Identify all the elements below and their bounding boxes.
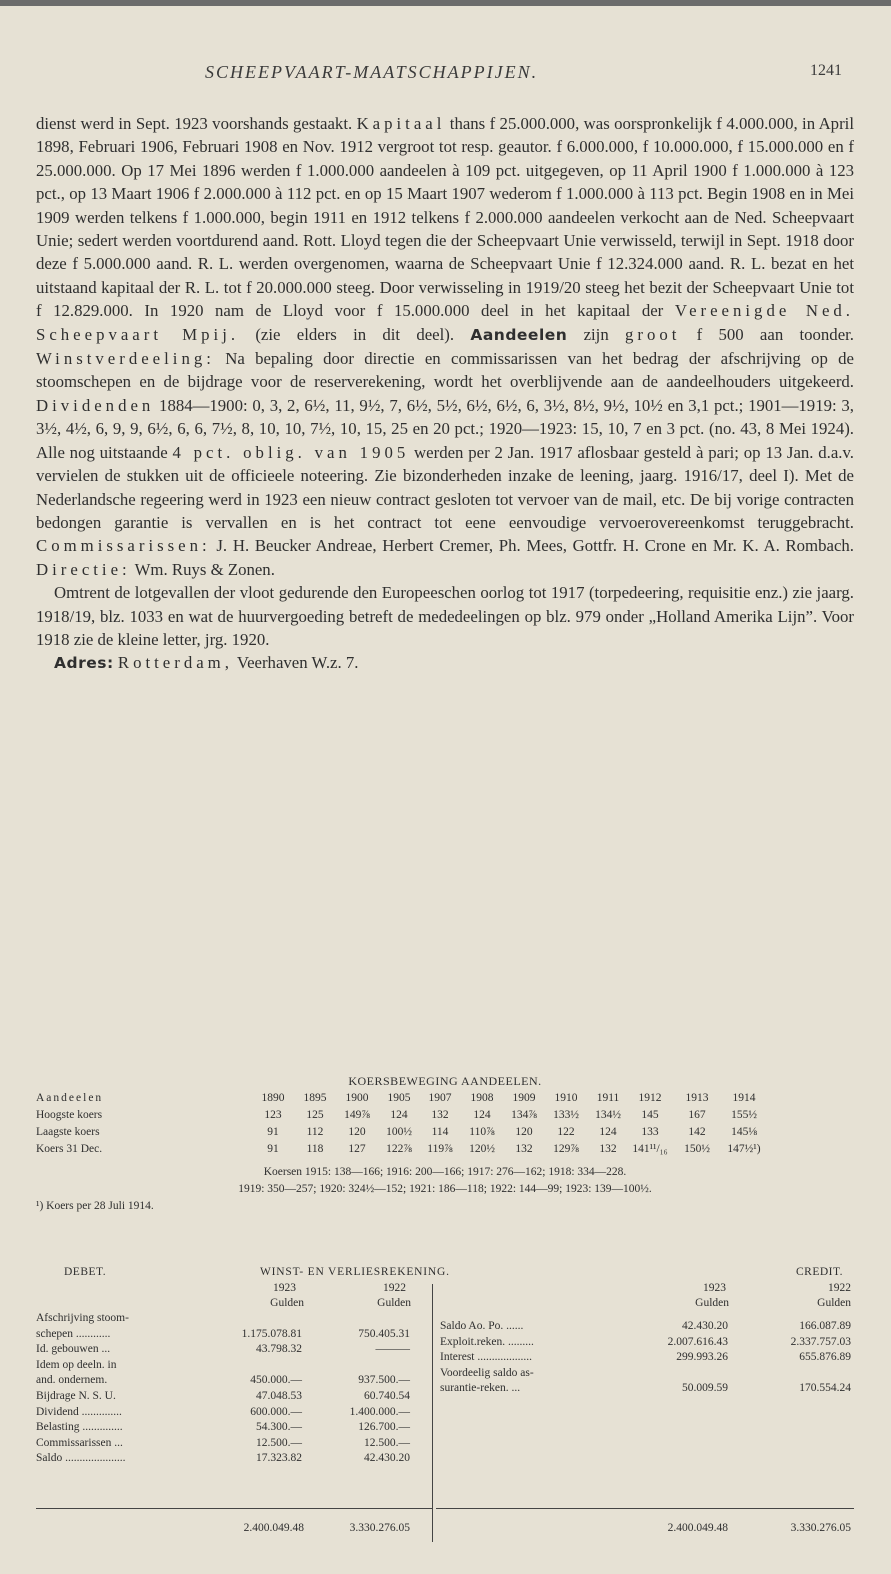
- koers-cell: 1913: [685, 1092, 709, 1104]
- credit-value-1922: 2.337.757.03: [790, 1335, 851, 1348]
- koers-cell: 124: [390, 1109, 408, 1121]
- debet-value-1923: 1.175.078.81: [241, 1327, 302, 1340]
- koers-row-label: Aandeelen: [36, 1092, 104, 1104]
- adres-city: Rotterdam,: [117, 653, 233, 673]
- koers-cell: 155½: [731, 1109, 757, 1121]
- koers-cell: 1908: [470, 1092, 494, 1104]
- koersen-line-2: 1919: 350—257; 1920: 324½—152; 1921: 186—118; 1922: 144—99; 1923: 139—100½.: [238, 1183, 652, 1195]
- koers-cell: 134⅞: [511, 1109, 537, 1121]
- koers-cell: 133: [641, 1126, 659, 1138]
- text-run: thans f 25.000.000, was oorspronkelijk f 4.000.000, in April 1898, Februari 1906, Februari 1908 en Nov. 1912 vergroot tot resp. geautor. f 6.000.000, f 10.000.000, f 15.000.000 en f 25.000.000. Op 17 Mei 1896 werden f 1.000.000 aandeelen à 109 pct. uitgegeven, op 11 April 1900 f 1.000.000 à 123 pct., op 13 Maart 1906 f 2.000.000 à 112 pct. en op 15 Maart 1907 wederom f 1.000.000 à 113 pct. Begin 1908 en in Mei 1909 werden telkens f 1.000.000, begin 1911 en 1912 telkens f 2.000.000 aandeelen verkocht aan de Ned. Scheepvaart Unie; sedert werden voortdurend aand. Rott. Lloyd tegen die der Scheepvaart Unie verwisseld, terwijl in Sept. 1918 door deze f 5.000.000 aand. R. L. werden overgenomen, waarna de Scheepvaart Unie f 12.324.000 aand. R. L. bezat en het uitstaand kapitaal der R. L. tot f 20.000.000 steeg. Door verwisseling in 1919/20 steeg het bezit der Scheepvaart Unie tot f 12.829.000. In 1920 nam de Lloyd voor f 15.000.000 deel in het kapitaal der: [36, 114, 854, 321]
- debet-value-1922: 12.500.—: [364, 1436, 410, 1449]
- commissarissen-label: Commissarissen:: [36, 536, 211, 556]
- credit-label: Interest ...................: [440, 1351, 532, 1364]
- debet-value-1922: 750.405.31: [358, 1327, 410, 1340]
- koers-cell: 1907: [428, 1092, 452, 1104]
- koers-cell: 132: [515, 1143, 533, 1155]
- paragraph-main: [36, 112, 854, 581]
- koers-row: [36, 1143, 854, 1159]
- debet-value-1922: 126.700.—: [358, 1421, 410, 1434]
- credit-unit-1922: Gulden: [817, 1297, 851, 1309]
- koers-cell: 1905: [387, 1092, 411, 1104]
- koers-title: KOERSBEWEGING AANDEELEN.: [348, 1074, 542, 1088]
- debet-heading: DEBET.: [64, 1266, 107, 1278]
- debet-value-1923: 12.500.—: [256, 1436, 302, 1449]
- koers-cell: 1909: [512, 1092, 536, 1104]
- ledger-center-rule-lower: [432, 1524, 433, 1540]
- credit-value-1922: 170.554.24: [799, 1382, 851, 1395]
- koers-cell: 1890: [261, 1092, 285, 1104]
- credit-value-1923: 50.009.59: [682, 1382, 728, 1395]
- credit-total-1922: 3.330.276.05: [790, 1522, 851, 1534]
- debet-label: schepen ............: [36, 1327, 111, 1340]
- koers-cell: 150½: [684, 1143, 710, 1155]
- koers-cell: 142: [688, 1126, 706, 1138]
- vereenigde-label: Vereenigde Ned. Scheepvaart Mpij.: [36, 301, 854, 344]
- debet-label: Saldo .....................: [36, 1452, 126, 1465]
- credit-value-1922: 655.876.89: [799, 1351, 851, 1364]
- debet-value-1922: 42.430.20: [364, 1452, 410, 1465]
- credit-heading: CREDIT.: [796, 1266, 844, 1278]
- text-run: dienst werd in Sept. 1923 voorshands gestaakt.: [36, 114, 357, 133]
- debet-label: and. ondernem.: [36, 1374, 108, 1387]
- koers-cell: 132: [599, 1143, 617, 1155]
- koersen-line-1: Koersen 1915: 138—166; 1916: 200—166; 1917: 276—162; 1918: 334—228.: [263, 1166, 627, 1178]
- koers-row: [36, 1126, 854, 1142]
- koers-cell: 120½: [469, 1143, 495, 1155]
- debet-value-1923: 54.300.—: [256, 1421, 302, 1434]
- debet-total-1922: 3.330.276.05: [349, 1522, 410, 1534]
- koers-row-label: Hoogste koers: [36, 1109, 103, 1121]
- text-run: werden per 2 Jan. 1917 aflosbaar gesteld à pari; op 13 Jan. d.a.v. vervielen de stukken uit de officieele noteering. Zie bizonderheden inzake de leening, jaarg. 1916/17, deel I). Met de Nederlandsche regeering werd in 1923 een nieuw contract gesloten tot vervoer van de mail, etc. De bij vorige contracten bedongen garantie is vervallen en is het contract tot eene eenvoudige vervoerovereenkomst teruggebracht.: [36, 442, 855, 532]
- text-run: (zie elders in dit deel).: [239, 324, 471, 344]
- text-run: J. H. Beucker Andreae, Herbert Cremer, Ph. Mees, Gottfr. H. Crone en Mr. K. A. Rombach.: [210, 536, 854, 556]
- koers-cell: 122: [557, 1126, 575, 1138]
- ledger-title: WINST- EN VERLIESREKENING.: [260, 1266, 450, 1278]
- koers-cell: 147½¹): [727, 1143, 761, 1155]
- koers-cell: 132: [431, 1109, 449, 1121]
- koers-cell: 91: [267, 1143, 279, 1155]
- koers-cell: 125: [306, 1109, 324, 1121]
- koers-cell: 1911: [596, 1092, 620, 1104]
- koers-row: [36, 1092, 854, 1108]
- koers-cell: 1900: [345, 1092, 369, 1104]
- article-body: [36, 112, 854, 676]
- koers-cell: 110⅞: [469, 1126, 495, 1138]
- koers-cell: 1914: [732, 1092, 756, 1104]
- credit-value-1923: 299.993.26: [676, 1351, 728, 1364]
- koers-row: [36, 1109, 854, 1125]
- credit-value-1923: 42.430.20: [682, 1320, 728, 1332]
- credit-total-rule: [436, 1508, 854, 1509]
- koers-cell: 129⅞: [553, 1143, 579, 1155]
- koers-cell: 145: [641, 1109, 659, 1121]
- debet-total-1923: 2.400.049.48: [243, 1522, 304, 1534]
- koers-cell: 112: [306, 1126, 324, 1138]
- credit-value-1922: 166.087.89: [799, 1320, 851, 1332]
- debet-label: Dividend ..............: [36, 1405, 122, 1418]
- debet-year-1923: 1923: [273, 1282, 296, 1294]
- credit-label: Saldo Ao. Po. ......: [440, 1320, 524, 1332]
- koers-cell: 134½: [595, 1109, 621, 1121]
- debet-value-1922: ———: [375, 1343, 410, 1356]
- debet-value-1922: 60.740.54: [364, 1390, 410, 1402]
- credit-year-1923: 1923: [703, 1282, 726, 1294]
- koers-row-label: Koers 31 Dec.: [36, 1143, 103, 1155]
- text-run: f 500 aan toonder.: [680, 324, 855, 344]
- koers-cell: 124: [473, 1109, 491, 1121]
- koers-row-label: Laagste koers: [36, 1126, 100, 1138]
- text-run: Wm. Ruys & Zonen.: [130, 559, 275, 579]
- koers-cell: 1895: [303, 1092, 327, 1104]
- paragraph-vloot: Omtrent de lotgevallen der vloot gedurende den Europeeschen oorlog tot 1917 (torpedeering, requisitie enz.) zie jaarg. 1918/19, blz. 1033 en wat de huurvergoeding betreft de mededeelingen op blz. 979 onder „Holland Amerika Lijn”. Voor 1918 zie de kleine letter, jrg. 1920.: [36, 583, 854, 649]
- debet-label: Afschrijving stoom-: [36, 1312, 129, 1324]
- koers-footnote: ¹) Koers per 28 Juli 1914.: [36, 1200, 154, 1212]
- debet-year-1922: 1922: [383, 1282, 406, 1294]
- koers-cell: 123: [264, 1109, 282, 1121]
- koers-cell: 149⅞: [344, 1109, 370, 1121]
- koers-cell: 120: [348, 1126, 366, 1138]
- winstverdeeling-label: Winstverdeeling:: [36, 349, 215, 369]
- debet-value-1923: 47.048.53: [256, 1390, 302, 1402]
- koers-cell: 1912: [638, 1092, 662, 1104]
- koers-cell: 122⅞: [386, 1143, 412, 1155]
- koers-cell: 100½: [386, 1126, 412, 1138]
- credit-total-1923: 2.400.049.48: [667, 1522, 728, 1534]
- ledger-center-rule: [432, 1284, 433, 1542]
- koers-cell: 127: [348, 1143, 366, 1155]
- debet-value-1923: 43.798.32: [256, 1343, 302, 1356]
- koers-cell: 91: [267, 1126, 279, 1138]
- page-number: 1241: [810, 62, 842, 79]
- debet-value-1922: 1.400.000.—: [349, 1405, 410, 1418]
- credit-value-1923: 2.007.616.43: [667, 1335, 728, 1348]
- koers-cell: 114: [431, 1126, 449, 1138]
- koers-cell: 118: [306, 1143, 324, 1155]
- text-run: Na bepaling door directie en commissarissen van het bedrag der afschrijving op de stoomschepen en de bijdrage voor de reserverekening, wordt het overblijvende aan de aandeelhouders uitgekeerd.: [36, 349, 854, 392]
- credit-label: Voordeelig saldo as-: [440, 1366, 534, 1379]
- debet-value-1923: 600.000.—: [250, 1405, 302, 1418]
- debet-label: Id. gebouwen ...: [36, 1343, 111, 1356]
- debet-label: Idem op deeln. in: [36, 1358, 117, 1371]
- text-run: 1884—1900: 0, 3, 2, 6½, 11, 9½, 7, 6½, 5½, 6½, 6½, 6, 3½, 8½, 9½, 10½ en 3,1 pct.; 1901—1919: 3, 3½, 4½, 6, 9, 9, 6½, 6, 6, 7½, 8, 10, 10, 7½, 10, 15, 25 en 20 pct.; 1920—1923: 15, 10, 7 en 3 pct. (no. 43, 8 Mei 1924). Alle nog uitstaande: [36, 395, 854, 462]
- koers-cell: 120: [515, 1126, 533, 1138]
- debet-unit-1922: Gulden: [377, 1297, 411, 1309]
- debet-value-1923: 450.000.—: [250, 1374, 302, 1387]
- koers-cell: 124: [599, 1126, 617, 1138]
- credit-year-1922: 1922: [828, 1282, 851, 1294]
- aandeelen-label: Aandeelen: [470, 325, 568, 344]
- paragraph-adres: [36, 651, 854, 675]
- koers-cell: 133½: [553, 1109, 579, 1121]
- debet-unit-1923: Gulden: [270, 1297, 304, 1309]
- dividenden-label: Dividenden: [36, 395, 155, 415]
- koers-cell: 119⅞: [427, 1143, 453, 1155]
- adres-street: Veerhaven W.z. 7.: [232, 653, 359, 673]
- koers-cell: 145⅛: [731, 1126, 757, 1138]
- groot-label: groot: [624, 324, 681, 344]
- credit-label: surantie-reken. ...: [440, 1382, 521, 1395]
- debet-value-1922: 937.500.—: [358, 1374, 410, 1387]
- directie-label: Directie:: [36, 559, 131, 579]
- kapitaal-label: Kapitaal: [356, 114, 446, 133]
- debet-label: Commissarissen ...: [36, 1436, 123, 1449]
- koers-cell: 141¹¹/₁₆: [632, 1143, 668, 1155]
- adres-label: Adres:: [54, 654, 114, 673]
- koers-cell: 167: [688, 1109, 706, 1121]
- credit-label: Exploit.reken. .........: [440, 1335, 534, 1348]
- obligaties-label: 4 pct. oblig. van 1905: [172, 442, 410, 462]
- debet-label: Bijdrage N. S. U.: [36, 1390, 116, 1402]
- scan-edge: [0, 0, 891, 6]
- running-title: SCHEEPVAART-MAATSCHAPPIJEN.: [205, 62, 539, 82]
- debet-label: Belasting ..............: [36, 1421, 123, 1434]
- page-header: [0, 62, 891, 86]
- debet-value-1923: 17.323.82: [256, 1452, 302, 1465]
- credit-unit-1923: Gulden: [695, 1297, 729, 1309]
- text-run: zijn: [567, 324, 625, 344]
- debet-total-rule: [36, 1508, 432, 1509]
- koers-cell: 1910: [554, 1092, 578, 1104]
